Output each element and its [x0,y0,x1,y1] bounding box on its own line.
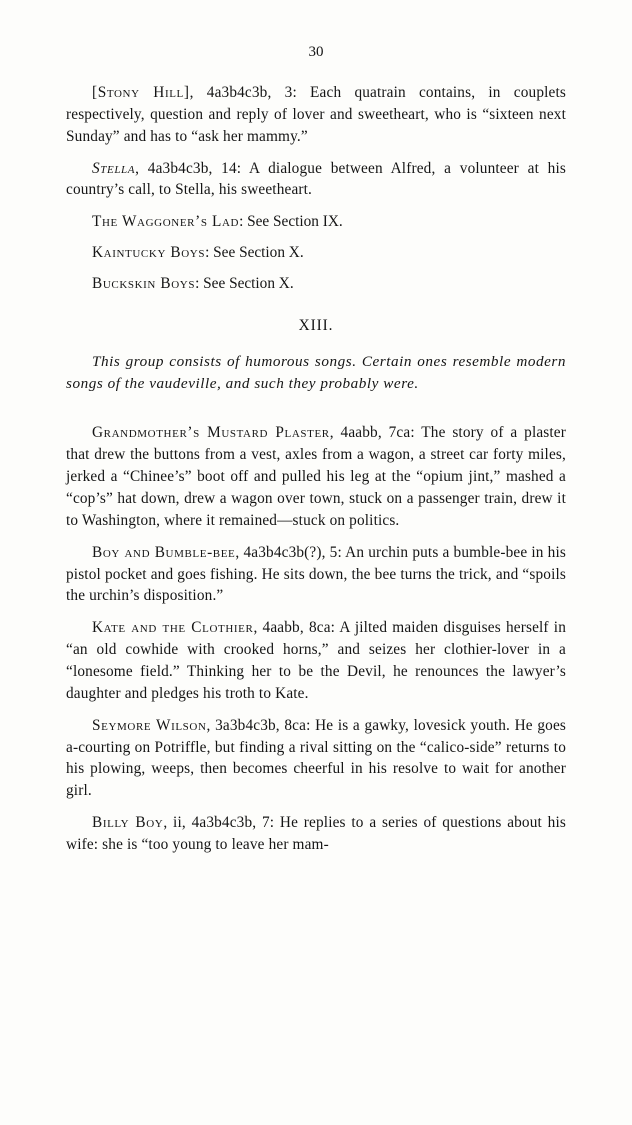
entry-text: , 4aabb, 8ca: A jilted maiden disguises herself in “an old cowhide with crooked horns,” and seizes her clothier-lover in a “lonesome field.” Thinking her to be the Devil, he renounces the lawyer’s daughter and pledges his troth to Kate. [66,619,566,702]
page-content [66,82,566,857]
entry-title: Stella [92,159,136,177]
spacer [66,706,566,715]
entry-title: Billy Boy [92,814,164,832]
entry-seymore-wilson [66,715,566,802]
entry-text: , 4a3b4c3b(?), 5: An urchin puts a bumble-bee in his pistol pocket and goes fishing. He sits down, the bee turns the trick, and “spoils the urchin’s disposition.” [66,543,566,605]
entry-text: , ii, 4a3b4c3b, 7: He replies to a series of questions about his wife: she is “too young to leave her mam- [66,814,566,854]
spacer [66,608,566,617]
section-number: XIII. [298,317,334,335]
entry-text: , 4a3b4c3b, 14: A dialogue between Alfred, a volunteer at his country’s call, to Stella, his sweetheart. [66,159,566,199]
entry-text: : See Section IX. [239,213,343,231]
entry-text: , 4a3b4c3b, 3: Each quatrain contains, in couplets respectively, question and reply of lover and sweetheart, who is “sixteen next Sunday” and has to “ask her mammy.” [66,84,566,145]
entry-kate-and-the-clothier [66,617,566,704]
paragraph-kaintucky-boys [66,242,566,264]
paragraph-stony-hill [66,82,566,148]
entry-text: : See Section X. [195,275,294,293]
entry-title: The Waggoner’s Lad [92,213,240,231]
entry-title: Kate and the Clothier [92,619,254,637]
entry-boy-and-bumble-bee [66,542,566,608]
spacer [66,533,566,542]
entry-text: , 4aabb, 7ca: The story of a plaster that drew the buttons from a vest, axles from a wagon, a street car forty miles, jerked a “Chinee’s” boot off and pulled his leg at the “opium jint,” mashed a “cop’s” hat down, drew a wagon over town, stuck on a passenger train, drew it to Washington, where it remained—stuck on politics. [66,424,566,529]
entry-title: Grandmother’s Mustard Plaster [92,424,330,442]
spacer [66,149,566,158]
entry-title: Buckskin Boys [92,275,196,293]
entry-title: Seymore Wilson [92,716,207,734]
spacer [66,264,566,273]
cross-reference-group [66,211,566,295]
paragraph-stella [66,158,566,202]
spacer [66,409,566,422]
page-number: 30 [308,44,324,60]
spacer [66,202,566,211]
paragraph-buckskin-boys [66,273,566,295]
entry-title: [Stony Hill] [92,84,190,101]
spacer [66,803,566,812]
entry-grandmothers-mustard-plaster [66,422,566,531]
entry-text: : See Section X. [205,244,304,262]
group-note: This group consists of humorous songs. Certain ones resemble modern songs of the vaudeville, and such they probably were. [66,353,566,393]
paragraph-the-waggoners-lad [66,211,566,233]
spacer [66,233,566,242]
entry-title: Boy and Bumble-bee [92,543,236,561]
entry-billy-boy [66,812,566,856]
entry-text: , 3a3b4c3b, 8ca: He is a gawky, lovesick youth. He goes a-courting on Potriffle, but finding a rival sitting on the “calico-side” returns to his plowing, weeps, then becomes cheerful in his resolve to wait for another girl. [66,716,566,800]
entry-title: Kaintucky Boys [92,244,206,262]
